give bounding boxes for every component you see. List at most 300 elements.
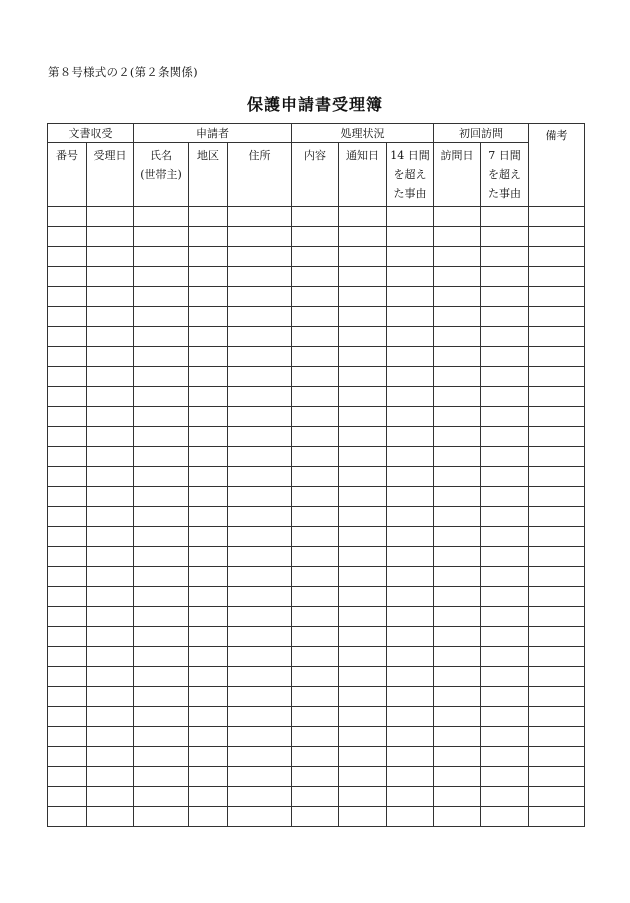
table-cell[interactable] <box>481 627 529 647</box>
table-cell[interactable] <box>228 647 292 667</box>
table-cell[interactable] <box>87 467 134 487</box>
table-cell[interactable] <box>529 527 585 547</box>
table-cell[interactable] <box>48 287 87 307</box>
table-cell[interactable] <box>134 647 189 667</box>
table-cell[interactable] <box>134 747 189 767</box>
table-cell[interactable] <box>87 447 134 467</box>
table-cell[interactable] <box>48 607 87 627</box>
table-cell[interactable] <box>228 267 292 287</box>
table-cell[interactable] <box>387 467 434 487</box>
table-cell[interactable] <box>434 667 481 687</box>
table-cell[interactable] <box>339 367 387 387</box>
table-cell[interactable] <box>387 287 434 307</box>
table-cell[interactable] <box>87 267 134 287</box>
table-cell[interactable] <box>481 667 529 687</box>
table-cell[interactable] <box>529 627 585 647</box>
table-cell[interactable] <box>87 207 134 227</box>
table-cell[interactable] <box>87 387 134 407</box>
table-cell[interactable] <box>189 207 228 227</box>
table-cell[interactable] <box>48 427 87 447</box>
table-cell[interactable] <box>529 387 585 407</box>
table-cell[interactable] <box>481 767 529 787</box>
table-cell[interactable] <box>387 567 434 587</box>
table-cell[interactable] <box>48 487 87 507</box>
table-cell[interactable] <box>529 247 585 267</box>
table-cell[interactable] <box>434 207 481 227</box>
table-cell[interactable] <box>189 587 228 607</box>
table-cell[interactable] <box>134 487 189 507</box>
table-cell[interactable] <box>529 767 585 787</box>
table-cell[interactable] <box>434 427 481 447</box>
table-cell[interactable] <box>228 807 292 827</box>
table-cell[interactable] <box>339 487 387 507</box>
table-cell[interactable] <box>134 627 189 647</box>
table-cell[interactable] <box>292 487 339 507</box>
table-cell[interactable] <box>228 707 292 727</box>
table-cell[interactable] <box>189 367 228 387</box>
table-cell[interactable] <box>387 307 434 327</box>
table-cell[interactable] <box>228 447 292 467</box>
table-cell[interactable] <box>189 627 228 647</box>
table-cell[interactable] <box>481 327 529 347</box>
table-cell[interactable] <box>387 747 434 767</box>
table-cell[interactable] <box>87 227 134 247</box>
table-cell[interactable] <box>189 747 228 767</box>
table-cell[interactable] <box>387 347 434 367</box>
table-cell[interactable] <box>434 727 481 747</box>
table-cell[interactable] <box>292 687 339 707</box>
table-cell[interactable] <box>387 767 434 787</box>
table-cell[interactable] <box>228 547 292 567</box>
table-cell[interactable] <box>339 407 387 427</box>
table-cell[interactable] <box>434 267 481 287</box>
table-cell[interactable] <box>481 487 529 507</box>
table-cell[interactable] <box>228 727 292 747</box>
table-cell[interactable] <box>292 587 339 607</box>
table-cell[interactable] <box>48 687 87 707</box>
table-cell[interactable] <box>48 387 87 407</box>
table-cell[interactable] <box>134 387 189 407</box>
table-cell[interactable] <box>48 747 87 767</box>
table-cell[interactable] <box>434 527 481 547</box>
table-cell[interactable] <box>481 567 529 587</box>
table-cell[interactable] <box>189 307 228 327</box>
table-cell[interactable] <box>481 687 529 707</box>
table-cell[interactable] <box>434 227 481 247</box>
table-cell[interactable] <box>48 667 87 687</box>
table-cell[interactable] <box>434 287 481 307</box>
table-cell[interactable] <box>292 467 339 487</box>
table-cell[interactable] <box>292 347 339 367</box>
table-cell[interactable] <box>292 527 339 547</box>
table-cell[interactable] <box>87 247 134 267</box>
table-cell[interactable] <box>481 307 529 327</box>
table-cell[interactable] <box>87 787 134 807</box>
table-cell[interactable] <box>228 767 292 787</box>
table-cell[interactable] <box>48 787 87 807</box>
table-cell[interactable] <box>387 487 434 507</box>
table-cell[interactable] <box>228 467 292 487</box>
table-cell[interactable] <box>134 287 189 307</box>
table-cell[interactable] <box>529 687 585 707</box>
table-cell[interactable] <box>434 627 481 647</box>
table-cell[interactable] <box>529 287 585 307</box>
table-cell[interactable] <box>339 527 387 547</box>
table-cell[interactable] <box>228 527 292 547</box>
table-cell[interactable] <box>48 627 87 647</box>
table-cell[interactable] <box>339 747 387 767</box>
table-cell[interactable] <box>87 687 134 707</box>
table-cell[interactable] <box>48 547 87 567</box>
table-cell[interactable] <box>228 687 292 707</box>
table-cell[interactable] <box>339 207 387 227</box>
table-cell[interactable] <box>228 287 292 307</box>
table-cell[interactable] <box>228 307 292 327</box>
table-cell[interactable] <box>228 427 292 447</box>
table-cell[interactable] <box>228 387 292 407</box>
table-cell[interactable] <box>189 547 228 567</box>
table-cell[interactable] <box>339 507 387 527</box>
table-cell[interactable] <box>434 467 481 487</box>
table-cell[interactable] <box>228 367 292 387</box>
table-cell[interactable] <box>189 327 228 347</box>
table-cell[interactable] <box>434 567 481 587</box>
table-cell[interactable] <box>529 567 585 587</box>
table-cell[interactable] <box>481 247 529 267</box>
table-cell[interactable] <box>134 807 189 827</box>
table-cell[interactable] <box>228 487 292 507</box>
table-cell[interactable] <box>87 327 134 347</box>
table-cell[interactable] <box>529 547 585 567</box>
table-cell[interactable] <box>189 227 228 247</box>
table-cell[interactable] <box>387 807 434 827</box>
table-cell[interactable] <box>87 567 134 587</box>
table-cell[interactable] <box>228 327 292 347</box>
table-cell[interactable] <box>434 447 481 467</box>
table-cell[interactable] <box>434 687 481 707</box>
table-cell[interactable] <box>189 427 228 447</box>
table-cell[interactable] <box>87 707 134 727</box>
table-cell[interactable] <box>228 627 292 647</box>
table-cell[interactable] <box>529 307 585 327</box>
table-cell[interactable] <box>387 627 434 647</box>
table-cell[interactable] <box>189 607 228 627</box>
table-cell[interactable] <box>189 447 228 467</box>
table-cell[interactable] <box>189 787 228 807</box>
table-cell[interactable] <box>434 407 481 427</box>
table-cell[interactable] <box>228 207 292 227</box>
table-cell[interactable] <box>189 347 228 367</box>
table-cell[interactable] <box>134 407 189 427</box>
table-cell[interactable] <box>48 367 87 387</box>
table-cell[interactable] <box>481 547 529 567</box>
table-cell[interactable] <box>339 327 387 347</box>
table-cell[interactable] <box>434 647 481 667</box>
table-cell[interactable] <box>87 667 134 687</box>
table-cell[interactable] <box>387 527 434 547</box>
table-cell[interactable] <box>387 707 434 727</box>
table-cell[interactable] <box>339 347 387 367</box>
table-cell[interactable] <box>292 507 339 527</box>
table-cell[interactable] <box>339 667 387 687</box>
table-cell[interactable] <box>387 407 434 427</box>
table-cell[interactable] <box>134 527 189 547</box>
table-cell[interactable] <box>434 747 481 767</box>
table-cell[interactable] <box>228 567 292 587</box>
table-cell[interactable] <box>387 447 434 467</box>
table-cell[interactable] <box>481 647 529 667</box>
table-cell[interactable] <box>529 487 585 507</box>
table-cell[interactable] <box>529 787 585 807</box>
table-cell[interactable] <box>134 267 189 287</box>
table-cell[interactable] <box>48 767 87 787</box>
table-cell[interactable] <box>339 607 387 627</box>
table-cell[interactable] <box>87 507 134 527</box>
table-cell[interactable] <box>481 607 529 627</box>
table-cell[interactable] <box>529 747 585 767</box>
table-cell[interactable] <box>481 427 529 447</box>
table-cell[interactable] <box>228 667 292 687</box>
table-cell[interactable] <box>339 627 387 647</box>
table-cell[interactable] <box>339 587 387 607</box>
table-cell[interactable] <box>87 427 134 447</box>
table-cell[interactable] <box>189 387 228 407</box>
table-cell[interactable] <box>529 667 585 687</box>
table-cell[interactable] <box>292 787 339 807</box>
table-cell[interactable] <box>48 307 87 327</box>
table-cell[interactable] <box>228 507 292 527</box>
table-cell[interactable] <box>228 747 292 767</box>
table-cell[interactable] <box>87 647 134 667</box>
table-cell[interactable] <box>434 587 481 607</box>
table-cell[interactable] <box>434 387 481 407</box>
table-cell[interactable] <box>189 487 228 507</box>
table-cell[interactable] <box>481 387 529 407</box>
table-cell[interactable] <box>189 567 228 587</box>
table-cell[interactable] <box>48 467 87 487</box>
table-cell[interactable] <box>189 707 228 727</box>
table-cell[interactable] <box>48 447 87 467</box>
table-cell[interactable] <box>481 467 529 487</box>
table-cell[interactable] <box>529 647 585 667</box>
table-cell[interactable] <box>134 767 189 787</box>
table-cell[interactable] <box>134 427 189 447</box>
table-cell[interactable] <box>434 307 481 327</box>
table-cell[interactable] <box>339 727 387 747</box>
table-cell[interactable] <box>48 647 87 667</box>
table-cell[interactable] <box>292 307 339 327</box>
table-cell[interactable] <box>529 707 585 727</box>
table-cell[interactable] <box>292 287 339 307</box>
table-cell[interactable] <box>134 227 189 247</box>
table-cell[interactable] <box>48 587 87 607</box>
table-cell[interactable] <box>481 287 529 307</box>
table-cell[interactable] <box>434 807 481 827</box>
table-cell[interactable] <box>529 267 585 287</box>
table-cell[interactable] <box>387 327 434 347</box>
table-cell[interactable] <box>228 227 292 247</box>
table-cell[interactable] <box>387 227 434 247</box>
table-cell[interactable] <box>292 447 339 467</box>
table-cell[interactable] <box>134 247 189 267</box>
table-cell[interactable] <box>228 787 292 807</box>
table-cell[interactable] <box>481 787 529 807</box>
table-cell[interactable] <box>481 587 529 607</box>
table-cell[interactable] <box>292 367 339 387</box>
table-cell[interactable] <box>87 287 134 307</box>
table-cell[interactable] <box>481 527 529 547</box>
table-cell[interactable] <box>529 327 585 347</box>
table-cell[interactable] <box>228 347 292 367</box>
table-cell[interactable] <box>189 807 228 827</box>
table-cell[interactable] <box>87 627 134 647</box>
table-cell[interactable] <box>48 267 87 287</box>
table-cell[interactable] <box>48 507 87 527</box>
table-cell[interactable] <box>134 607 189 627</box>
table-cell[interactable] <box>189 647 228 667</box>
table-cell[interactable] <box>387 427 434 447</box>
table-cell[interactable] <box>481 407 529 427</box>
table-cell[interactable] <box>134 567 189 587</box>
table-cell[interactable] <box>387 267 434 287</box>
table-cell[interactable] <box>292 747 339 767</box>
table-cell[interactable] <box>387 647 434 667</box>
table-cell[interactable] <box>434 507 481 527</box>
table-cell[interactable] <box>228 587 292 607</box>
table-cell[interactable] <box>189 507 228 527</box>
table-cell[interactable] <box>292 207 339 227</box>
table-cell[interactable] <box>134 687 189 707</box>
table-cell[interactable] <box>387 387 434 407</box>
table-cell[interactable] <box>529 447 585 467</box>
table-cell[interactable] <box>529 467 585 487</box>
table-cell[interactable] <box>228 247 292 267</box>
table-cell[interactable] <box>134 347 189 367</box>
table-cell[interactable] <box>87 407 134 427</box>
table-cell[interactable] <box>339 647 387 667</box>
table-cell[interactable] <box>339 767 387 787</box>
table-cell[interactable] <box>189 727 228 747</box>
table-cell[interactable] <box>189 467 228 487</box>
table-cell[interactable] <box>292 327 339 347</box>
table-cell[interactable] <box>481 807 529 827</box>
table-cell[interactable] <box>292 567 339 587</box>
table-cell[interactable] <box>529 807 585 827</box>
table-cell[interactable] <box>87 727 134 747</box>
table-cell[interactable] <box>292 387 339 407</box>
table-cell[interactable] <box>529 367 585 387</box>
table-cell[interactable] <box>134 467 189 487</box>
table-cell[interactable] <box>134 787 189 807</box>
table-cell[interactable] <box>292 547 339 567</box>
table-cell[interactable] <box>87 347 134 367</box>
table-cell[interactable] <box>87 307 134 327</box>
table-cell[interactable] <box>481 207 529 227</box>
table-cell[interactable] <box>87 367 134 387</box>
table-cell[interactable] <box>87 607 134 627</box>
table-cell[interactable] <box>339 287 387 307</box>
table-cell[interactable] <box>434 487 481 507</box>
table-cell[interactable] <box>387 547 434 567</box>
table-cell[interactable] <box>387 507 434 527</box>
table-cell[interactable] <box>292 727 339 747</box>
table-cell[interactable] <box>529 507 585 527</box>
table-cell[interactable] <box>134 547 189 567</box>
table-cell[interactable] <box>48 807 87 827</box>
table-cell[interactable] <box>48 567 87 587</box>
table-cell[interactable] <box>481 447 529 467</box>
table-cell[interactable] <box>434 767 481 787</box>
table-cell[interactable] <box>292 247 339 267</box>
table-cell[interactable] <box>481 747 529 767</box>
table-cell[interactable] <box>134 327 189 347</box>
table-cell[interactable] <box>387 667 434 687</box>
table-cell[interactable] <box>387 367 434 387</box>
table-cell[interactable] <box>481 707 529 727</box>
table-cell[interactable] <box>87 547 134 567</box>
table-cell[interactable] <box>134 367 189 387</box>
table-cell[interactable] <box>481 507 529 527</box>
table-cell[interactable] <box>434 787 481 807</box>
table-cell[interactable] <box>189 667 228 687</box>
table-cell[interactable] <box>189 247 228 267</box>
table-cell[interactable] <box>481 367 529 387</box>
table-cell[interactable] <box>87 587 134 607</box>
table-cell[interactable] <box>292 607 339 627</box>
table-cell[interactable] <box>48 707 87 727</box>
table-cell[interactable] <box>529 227 585 247</box>
table-cell[interactable] <box>434 547 481 567</box>
table-cell[interactable] <box>48 327 87 347</box>
table-cell[interactable] <box>189 287 228 307</box>
table-cell[interactable] <box>134 447 189 467</box>
table-cell[interactable] <box>189 687 228 707</box>
table-cell[interactable] <box>339 787 387 807</box>
table-cell[interactable] <box>189 767 228 787</box>
table-cell[interactable] <box>48 207 87 227</box>
table-cell[interactable] <box>339 427 387 447</box>
table-cell[interactable] <box>48 727 87 747</box>
table-cell[interactable] <box>387 687 434 707</box>
table-cell[interactable] <box>387 207 434 227</box>
table-cell[interactable] <box>387 607 434 627</box>
table-cell[interactable] <box>189 267 228 287</box>
table-cell[interactable] <box>339 707 387 727</box>
table-cell[interactable] <box>529 347 585 367</box>
table-cell[interactable] <box>529 427 585 447</box>
table-cell[interactable] <box>228 407 292 427</box>
table-cell[interactable] <box>434 327 481 347</box>
table-cell[interactable] <box>292 647 339 667</box>
table-cell[interactable] <box>339 807 387 827</box>
table-cell[interactable] <box>134 707 189 727</box>
table-cell[interactable] <box>189 407 228 427</box>
table-cell[interactable] <box>339 267 387 287</box>
table-cell[interactable] <box>292 807 339 827</box>
table-cell[interactable] <box>339 467 387 487</box>
table-cell[interactable] <box>87 527 134 547</box>
table-cell[interactable] <box>134 207 189 227</box>
table-cell[interactable] <box>387 587 434 607</box>
table-cell[interactable] <box>292 627 339 647</box>
table-cell[interactable] <box>339 447 387 467</box>
table-cell[interactable] <box>134 587 189 607</box>
table-cell[interactable] <box>481 347 529 367</box>
table-cell[interactable] <box>292 407 339 427</box>
table-cell[interactable] <box>481 727 529 747</box>
table-cell[interactable] <box>529 587 585 607</box>
table-cell[interactable] <box>529 727 585 747</box>
